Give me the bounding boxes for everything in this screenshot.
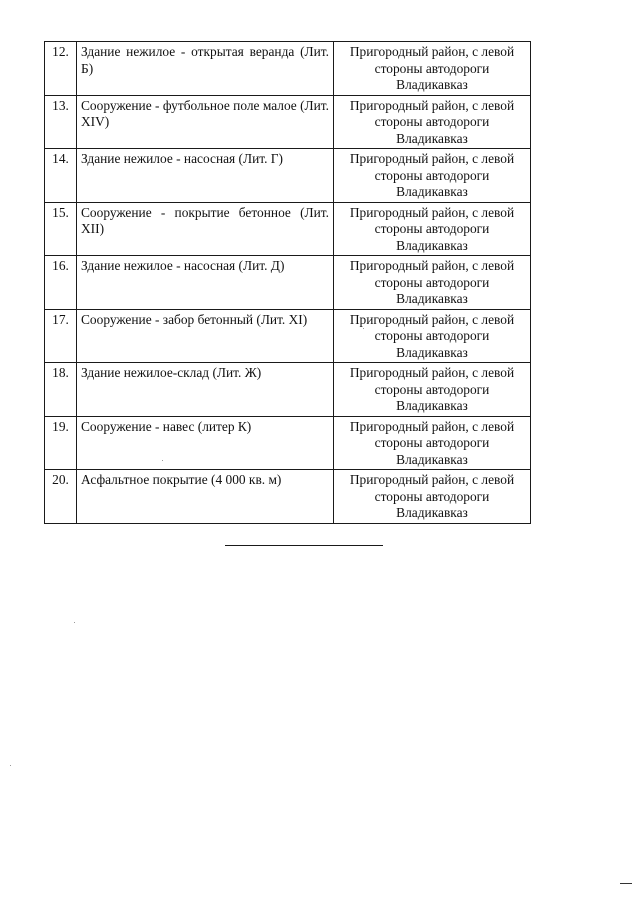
table-row — [45, 202, 531, 256]
property-name: Сооружение - забор бетонный (Лит. XI) — [77, 309, 334, 363]
property-location: Пригородный район, с левой стороны автодороги Владикавказ — [334, 256, 531, 310]
property-location: Пригородный район, с левой стороны автодороги Владикавказ — [334, 42, 531, 96]
table-row — [45, 256, 531, 310]
table-row — [45, 95, 531, 149]
scan-speck — [10, 765, 11, 766]
closing-line — [225, 545, 383, 546]
property-location: Пригородный район, с левой стороны автодороги Владикавказ — [334, 95, 531, 149]
property-name: Сооружение - покрытие бетонное (Лит. XII) — [77, 202, 334, 256]
property-name: Здание нежилое - насосная (Лит. Г) — [77, 149, 334, 203]
property-location: Пригородный район, с левой стороны автодороги Владикавказ — [334, 202, 531, 256]
property-table-body — [45, 42, 531, 524]
table-row — [45, 149, 531, 203]
property-location: Пригородный район, с левой стороны автодороги Владикавказ — [334, 363, 531, 417]
table-row — [45, 470, 531, 524]
row-number: 18. — [45, 363, 77, 417]
row-number: 19. — [45, 416, 77, 470]
row-number: 12. — [45, 42, 77, 96]
property-name: Здание нежилое - насосная (Лит. Д) — [77, 256, 334, 310]
property-name: Сооружение - навес (литер К) — [77, 416, 334, 470]
scan-speck — [162, 460, 163, 461]
row-number: 17. — [45, 309, 77, 363]
property-location: Пригородный район, с левой стороны автодороги Владикавказ — [334, 149, 531, 203]
property-name: Здание нежилое - открытая веранда (Лит. Б) — [77, 42, 334, 96]
property-name: Асфальтное покрытие (4 000 кв. м) — [77, 470, 334, 524]
table-row — [45, 309, 531, 363]
property-location: Пригородный район, с левой стороны автодороги Владикавказ — [334, 470, 531, 524]
table-row — [45, 42, 531, 96]
property-table — [44, 41, 531, 524]
scan-speck — [74, 622, 75, 623]
property-name: Здание нежилое-склад (Лит. Ж) — [77, 363, 334, 417]
property-location: Пригородный район, с левой стороны автодороги Владикавказ — [334, 416, 531, 470]
row-number: 14. — [45, 149, 77, 203]
table-row — [45, 363, 531, 417]
property-name: Сооружение - футбольное поле малое (Лит. XIV) — [77, 95, 334, 149]
row-number: 16. — [45, 256, 77, 310]
row-number: 20. — [45, 470, 77, 524]
scan-speck — [363, 328, 364, 329]
table-row — [45, 416, 531, 470]
property-location: Пригородный район, с левой стороны автодороги Владикавказ — [334, 309, 531, 363]
scan-edge-mark — [620, 883, 632, 884]
row-number: 15. — [45, 202, 77, 256]
row-number: 13. — [45, 95, 77, 149]
